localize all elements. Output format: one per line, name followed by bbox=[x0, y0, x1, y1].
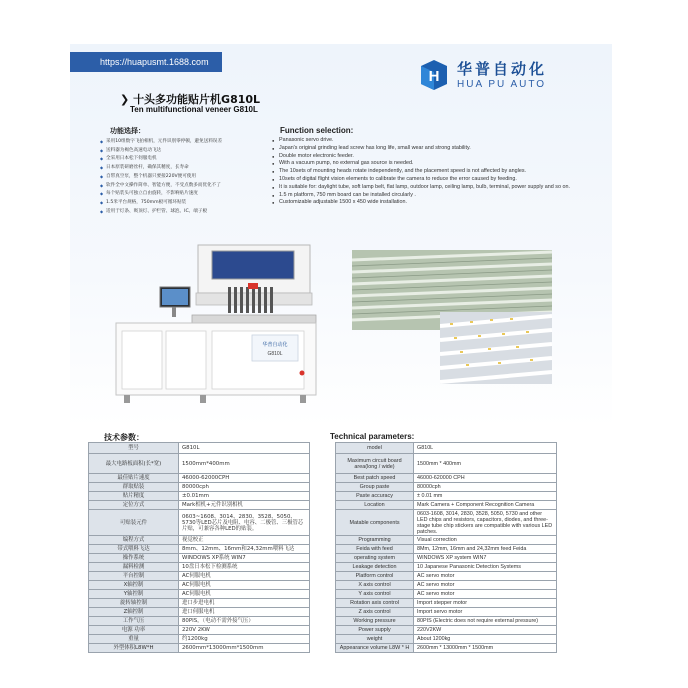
table-row bbox=[89, 454, 310, 474]
param-key: 贴片精度 bbox=[89, 492, 179, 501]
list-item: ◆ 1.5米平台规格，750mm板可循环贴装 bbox=[100, 199, 272, 208]
param-value: 1500mm*400mm bbox=[179, 454, 310, 474]
param-key: 操作系统 bbox=[89, 554, 179, 563]
param-value: ±0.01mm bbox=[179, 492, 310, 501]
param-key: 外型体积L8W*H bbox=[89, 644, 179, 653]
param-key: 旋转轴控制 bbox=[89, 599, 179, 608]
param-key: Working pressure bbox=[336, 617, 414, 626]
list-item: ● The 10sets of mounting heads rotate independently, and the placement speed is not affected by angles. bbox=[272, 168, 574, 176]
list-item: ● With a vacuum pump, no external gas source is needed. bbox=[272, 160, 574, 168]
param-key: Z axis control bbox=[336, 608, 414, 617]
table-row bbox=[336, 635, 557, 644]
svg-text:华普自动化: 华普自动化 bbox=[262, 342, 288, 348]
param-key: Power supply bbox=[336, 626, 414, 635]
table-row bbox=[336, 617, 557, 626]
list-item: ◆ 送料器为褐色高速电动飞达 bbox=[100, 147, 272, 156]
param-value: 进口伺服电机 bbox=[179, 608, 310, 617]
param-key: Feida with feed bbox=[336, 545, 414, 554]
table-row bbox=[89, 581, 310, 590]
param-key: operating system bbox=[336, 554, 414, 563]
list-item: ● Japan's original grinding lead screw has long life, small wear and strong stability. bbox=[272, 145, 574, 153]
params-en-heading: Technical parameters: bbox=[330, 432, 415, 441]
table-row bbox=[336, 454, 557, 474]
param-key: Best patch speed bbox=[336, 474, 414, 483]
function-cn-heading: 功能选择： bbox=[110, 127, 145, 135]
param-value: 1500mm * 400mm bbox=[414, 454, 557, 474]
param-value: 10盘日本松下检测系统 bbox=[179, 563, 310, 572]
table-row bbox=[336, 626, 557, 635]
param-value: G810L bbox=[414, 443, 557, 454]
table-row bbox=[336, 545, 557, 554]
list-item: ◆ 采用10组数字飞拍相机，元件识别零停顿，避免送料误差 bbox=[100, 138, 272, 147]
table-row bbox=[89, 545, 310, 554]
param-value: AC伺服电机 bbox=[179, 590, 310, 599]
param-value: 0603~1608、3014、2830、3528、5050、5730等LED芯片及电阻、电容、二极管、三极管芯片贴，可兼容各种LED的贴装。 bbox=[179, 510, 310, 536]
param-key: X轴控制 bbox=[89, 581, 179, 590]
param-value: 8mm、12mm、16mm和24,32mm喂料飞达 bbox=[179, 545, 310, 554]
param-value: WINDOWS XP system WIN7 bbox=[414, 554, 557, 563]
param-value: 10 Japanese Panasonic Detection Systems bbox=[414, 563, 557, 572]
table-row bbox=[336, 483, 557, 492]
param-key: Rotation axis control bbox=[336, 599, 414, 608]
param-value: AC伺服电机 bbox=[179, 572, 310, 581]
param-value: 80PIS，（电动不需外接气压） bbox=[179, 617, 310, 626]
product-title-cn-text: 十头多功能贴片机G810L bbox=[133, 93, 261, 106]
params-cn-heading: 技术参数： bbox=[104, 433, 144, 442]
list-item: ◆ 适用于灯条、吸顶灯、护栏管、球泡、IC、端子板 bbox=[100, 208, 272, 217]
param-key: 可贴装元件 bbox=[89, 510, 179, 536]
param-value: AC servo motor bbox=[414, 581, 557, 590]
param-value: 0603-1608, 3014, 2830, 3528, 5050, 5730 and other LED chips and resistors, capacitors, diodes, and three-stage tube chip stickers are compatible with various LED patches. bbox=[414, 510, 557, 536]
param-key: 重量 bbox=[89, 635, 179, 644]
param-value: AC servo motor bbox=[414, 590, 557, 599]
param-key: 工作气压 bbox=[89, 617, 179, 626]
param-key: Appearance volume L8W * H bbox=[336, 644, 414, 653]
table-row bbox=[336, 510, 557, 536]
param-key: 最佳贴片速度 bbox=[89, 474, 179, 483]
company-logo bbox=[417, 58, 577, 98]
table-row bbox=[89, 590, 310, 599]
param-value: 80PIS (Electric does not require external pressure) bbox=[414, 617, 557, 626]
logo-chinese-name: 华普自动化 bbox=[457, 60, 548, 78]
table-row bbox=[336, 581, 557, 590]
params-en-table bbox=[335, 442, 557, 653]
table-row bbox=[89, 635, 310, 644]
table-row bbox=[336, 474, 557, 483]
table-row bbox=[89, 644, 310, 653]
table-row bbox=[336, 563, 557, 572]
table-row bbox=[89, 626, 310, 635]
param-key: Platform control bbox=[336, 572, 414, 581]
param-key: X axis control bbox=[336, 581, 414, 590]
table-row bbox=[336, 644, 557, 653]
table-row bbox=[89, 599, 310, 608]
param-value: WINDOWS XP系统 WIN7 bbox=[179, 554, 310, 563]
function-en-list bbox=[272, 137, 574, 207]
table-row bbox=[89, 617, 310, 626]
table-row bbox=[89, 554, 310, 563]
list-item: ● 10sets of digital flight vision elements to calibrate the camera to reduce the error caused by feeding. bbox=[272, 176, 574, 184]
store-url-text: https://huapusmt.1688.com bbox=[100, 57, 209, 67]
param-key: Group paste bbox=[336, 483, 414, 492]
list-item: ◆ 软件全中文操作简单、智能方便，不受点数多而优化不了 bbox=[100, 182, 272, 191]
logo-english-name: HUA PU AUTO bbox=[457, 79, 547, 90]
param-key: model bbox=[336, 443, 414, 454]
list-item: ● Customizable adjustable 1500 x 450 wide installation. bbox=[272, 199, 574, 207]
param-value: 220V2KW bbox=[414, 626, 557, 635]
param-value: AC servo motor bbox=[414, 572, 557, 581]
svg-text:G810L: G810L bbox=[267, 351, 283, 357]
param-value: 46000-620000 CPH bbox=[414, 474, 557, 483]
param-value: 进口步进电机 bbox=[179, 599, 310, 608]
list-item: ◆ 全采用日本松下伺服电机 bbox=[100, 155, 272, 164]
param-key: 带式喂料飞达 bbox=[89, 545, 179, 554]
param-value: 2600mm*13000mm*1500mm bbox=[179, 644, 310, 653]
param-key: Location bbox=[336, 501, 414, 510]
param-value: Visual correction bbox=[414, 536, 557, 545]
params-cn-table bbox=[88, 442, 310, 653]
table-row bbox=[336, 572, 557, 581]
led-board-photo bbox=[440, 312, 552, 384]
param-key: 定位方式 bbox=[89, 501, 179, 510]
table-row bbox=[89, 443, 310, 454]
function-cn-list bbox=[100, 138, 272, 216]
list-item: ◆ 每个贴装头可独立自由旋转，不影响贴片速度 bbox=[100, 190, 272, 199]
param-key: Y轴控制 bbox=[89, 590, 179, 599]
param-key: 型号 bbox=[89, 443, 179, 454]
table-row bbox=[336, 536, 557, 545]
param-key: Paste accuracy bbox=[336, 492, 414, 501]
table-row bbox=[89, 536, 310, 545]
param-value: 约1200kg bbox=[179, 635, 310, 644]
table-row bbox=[89, 572, 310, 581]
param-value: 2600mm * 13000mm * 1500mm bbox=[414, 644, 557, 653]
table-row bbox=[336, 599, 557, 608]
huapu-logo-icon bbox=[417, 58, 451, 92]
list-item: ● It is suitable for: daylight tube, soft lamp belt, flat lamp, outdoor lamp, ceiling lamp, bulb, terminal, power supply and so on. bbox=[272, 184, 574, 192]
table-row bbox=[336, 501, 557, 510]
table-row bbox=[89, 483, 310, 492]
param-key: Y axis control bbox=[336, 590, 414, 599]
list-item: ◆ 自带真空泵，整个机器只要接220V便可使用 bbox=[100, 173, 272, 182]
param-key: Leakage detection bbox=[336, 563, 414, 572]
table-row bbox=[89, 510, 310, 536]
param-value: 视觉校正 bbox=[179, 536, 310, 545]
param-value: G810L bbox=[179, 443, 310, 454]
list-item: ● Panasonic servo drive. bbox=[272, 137, 574, 145]
param-value: 80000cph bbox=[179, 483, 310, 492]
param-key: Matable components bbox=[336, 510, 414, 536]
store-url-banner[interactable] bbox=[70, 52, 222, 72]
svg-text:H: H bbox=[428, 68, 440, 85]
param-value: Mark相机+元件识别相机 bbox=[179, 501, 310, 510]
table-row bbox=[89, 563, 310, 572]
table-row bbox=[89, 608, 310, 617]
param-value: 80000cph bbox=[414, 483, 557, 492]
param-value: AC伺服电机 bbox=[179, 581, 310, 590]
table-row bbox=[336, 554, 557, 563]
param-value: ± 0.01 mm bbox=[414, 492, 557, 501]
param-value: About 1200kg bbox=[414, 635, 557, 644]
table-row bbox=[89, 492, 310, 501]
list-item: ● 1.5 m platform, 750 mm board can be installed circularly . bbox=[272, 192, 574, 200]
param-key: weight bbox=[336, 635, 414, 644]
param-key: Z轴控制 bbox=[89, 608, 179, 617]
product-title-en: Ten multifunctional veneer G810L bbox=[130, 105, 258, 114]
function-en-heading: Function selection: bbox=[280, 126, 354, 135]
chevron-right-icon: ❯ bbox=[120, 93, 130, 106]
param-value: Mark Camera + Component Recognition Camera bbox=[414, 501, 557, 510]
param-value: Import stepper motor bbox=[414, 599, 557, 608]
param-value: Import servo motor bbox=[414, 608, 557, 617]
list-item: ◆ 日本原装研磨丝杆，确保其精度，长寿命 bbox=[100, 164, 272, 173]
param-key: Programming bbox=[336, 536, 414, 545]
table-row bbox=[89, 474, 310, 483]
table-row bbox=[336, 443, 557, 454]
param-value: 220V 2KW bbox=[179, 626, 310, 635]
param-key: 编程方式 bbox=[89, 536, 179, 545]
table-row bbox=[336, 492, 557, 501]
pick-and-place-machine-image bbox=[100, 235, 340, 420]
param-key: 电源 功率 bbox=[89, 626, 179, 635]
table-row bbox=[336, 608, 557, 617]
param-key: Maximum circuit board area(long / wide) bbox=[336, 454, 414, 474]
table-row bbox=[89, 501, 310, 510]
param-key: 群取贴装 bbox=[89, 483, 179, 492]
param-value: 46000-62000CPH bbox=[179, 474, 310, 483]
table-row bbox=[336, 590, 557, 599]
list-item: ● Double motor electronic feeder. bbox=[272, 153, 574, 161]
param-key: 最大电路板面积(长*宽) bbox=[89, 454, 179, 474]
param-key: 漏料检测 bbox=[89, 563, 179, 572]
param-key: 平台控制 bbox=[89, 572, 179, 581]
param-value: 8Mm, 12mm, 16mm and 24,32mm feed Feida bbox=[414, 545, 557, 554]
